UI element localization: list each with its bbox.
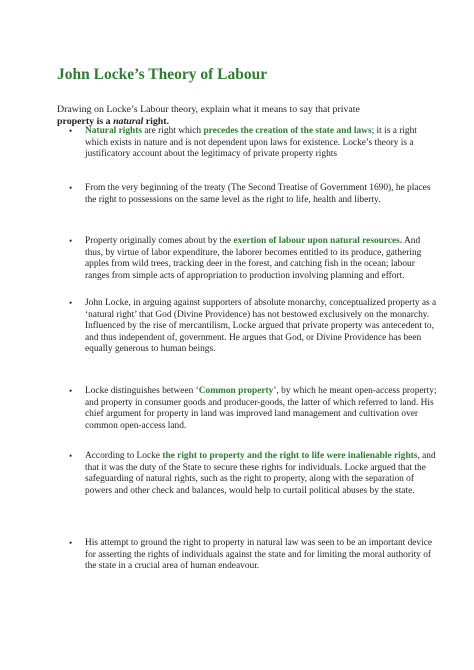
bullet-icon: •: [69, 451, 73, 461]
bullet-item-natural-rights: • Natural rights are right which precedes the creation of the state and laws; it is a right which exists in nature and is not dependent upon laws for existence. Locke’s theory is a justificatory account about the legitimacy of private property rights: [69, 126, 417, 160]
bullet-icon: •: [69, 236, 73, 246]
bullet-icon: •: [69, 386, 73, 396]
bullet-item-treatise: • From the very beginning of the treaty (The Second Treatise of Government 1690), he places the right to possessions on the same level as the right to life, health and liberty.: [69, 183, 431, 205]
intro-bold: property is a natural right.: [57, 116, 170, 128]
bullet-icon: •: [69, 183, 73, 193]
bullet-item-inalienable-rights: • According to Locke the right to property and the right to life were inalienable rights, and that it was the duty of the State to secure these rights for individuals. Locke argued that the safeguarding of natural rights, such as the right to property, along with the separation of powers and other check and balances, would help to curtail political abuses by the state.: [69, 451, 436, 496]
bullet-item-natural-law: • His attempt to ground the right to property in natural law was seen to be an important device for asserting the rights of individuals against the state and for limiting the moral authority of the state in a crucial area of human endeavour.: [69, 538, 433, 572]
bullet-icon: •: [69, 298, 73, 308]
intro-line: Drawing on Locke’s Labour theory, explain what it means to say that private: [57, 104, 360, 115]
bullet-icon: •: [69, 126, 73, 136]
bullet-icon: •: [69, 538, 73, 548]
bullet-item-labour: • Property originally comes about by the exertion of labour upon natural resources. And thus, by virtue of labor expenditure, the laborer becomes entitled to its produce, gathering apples from wild trees, tracking deer in the forest, and catching fish in the ocean; labour ranges from simple acts of appropriation to production involving planning and effort.: [69, 236, 422, 281]
page-title: John Locke’s Theory of Labour: [57, 66, 268, 83]
bullet-item-common-property: • Locke distinguishes between ‘Common property’, by which he meant open-access property; and property in consumer goods and producer-goods, the latter of which referred to land. His chief argument for property in land was improved land management and cultivation over common open-access land.: [69, 386, 437, 431]
bullet-item-monarchy: • John Locke, in arguing against supporters of absolute monarchy, conceptualized property as a ‘natural right’ that God (Divine Providence) has not bestowed exclusively on the monarchy. Influenced by the rise of mercantilism, Locke argued that private property was antecedent to, and thus independent of, government. He argues that God, or Divine Providence has been equally generous to human beings.: [69, 298, 437, 355]
